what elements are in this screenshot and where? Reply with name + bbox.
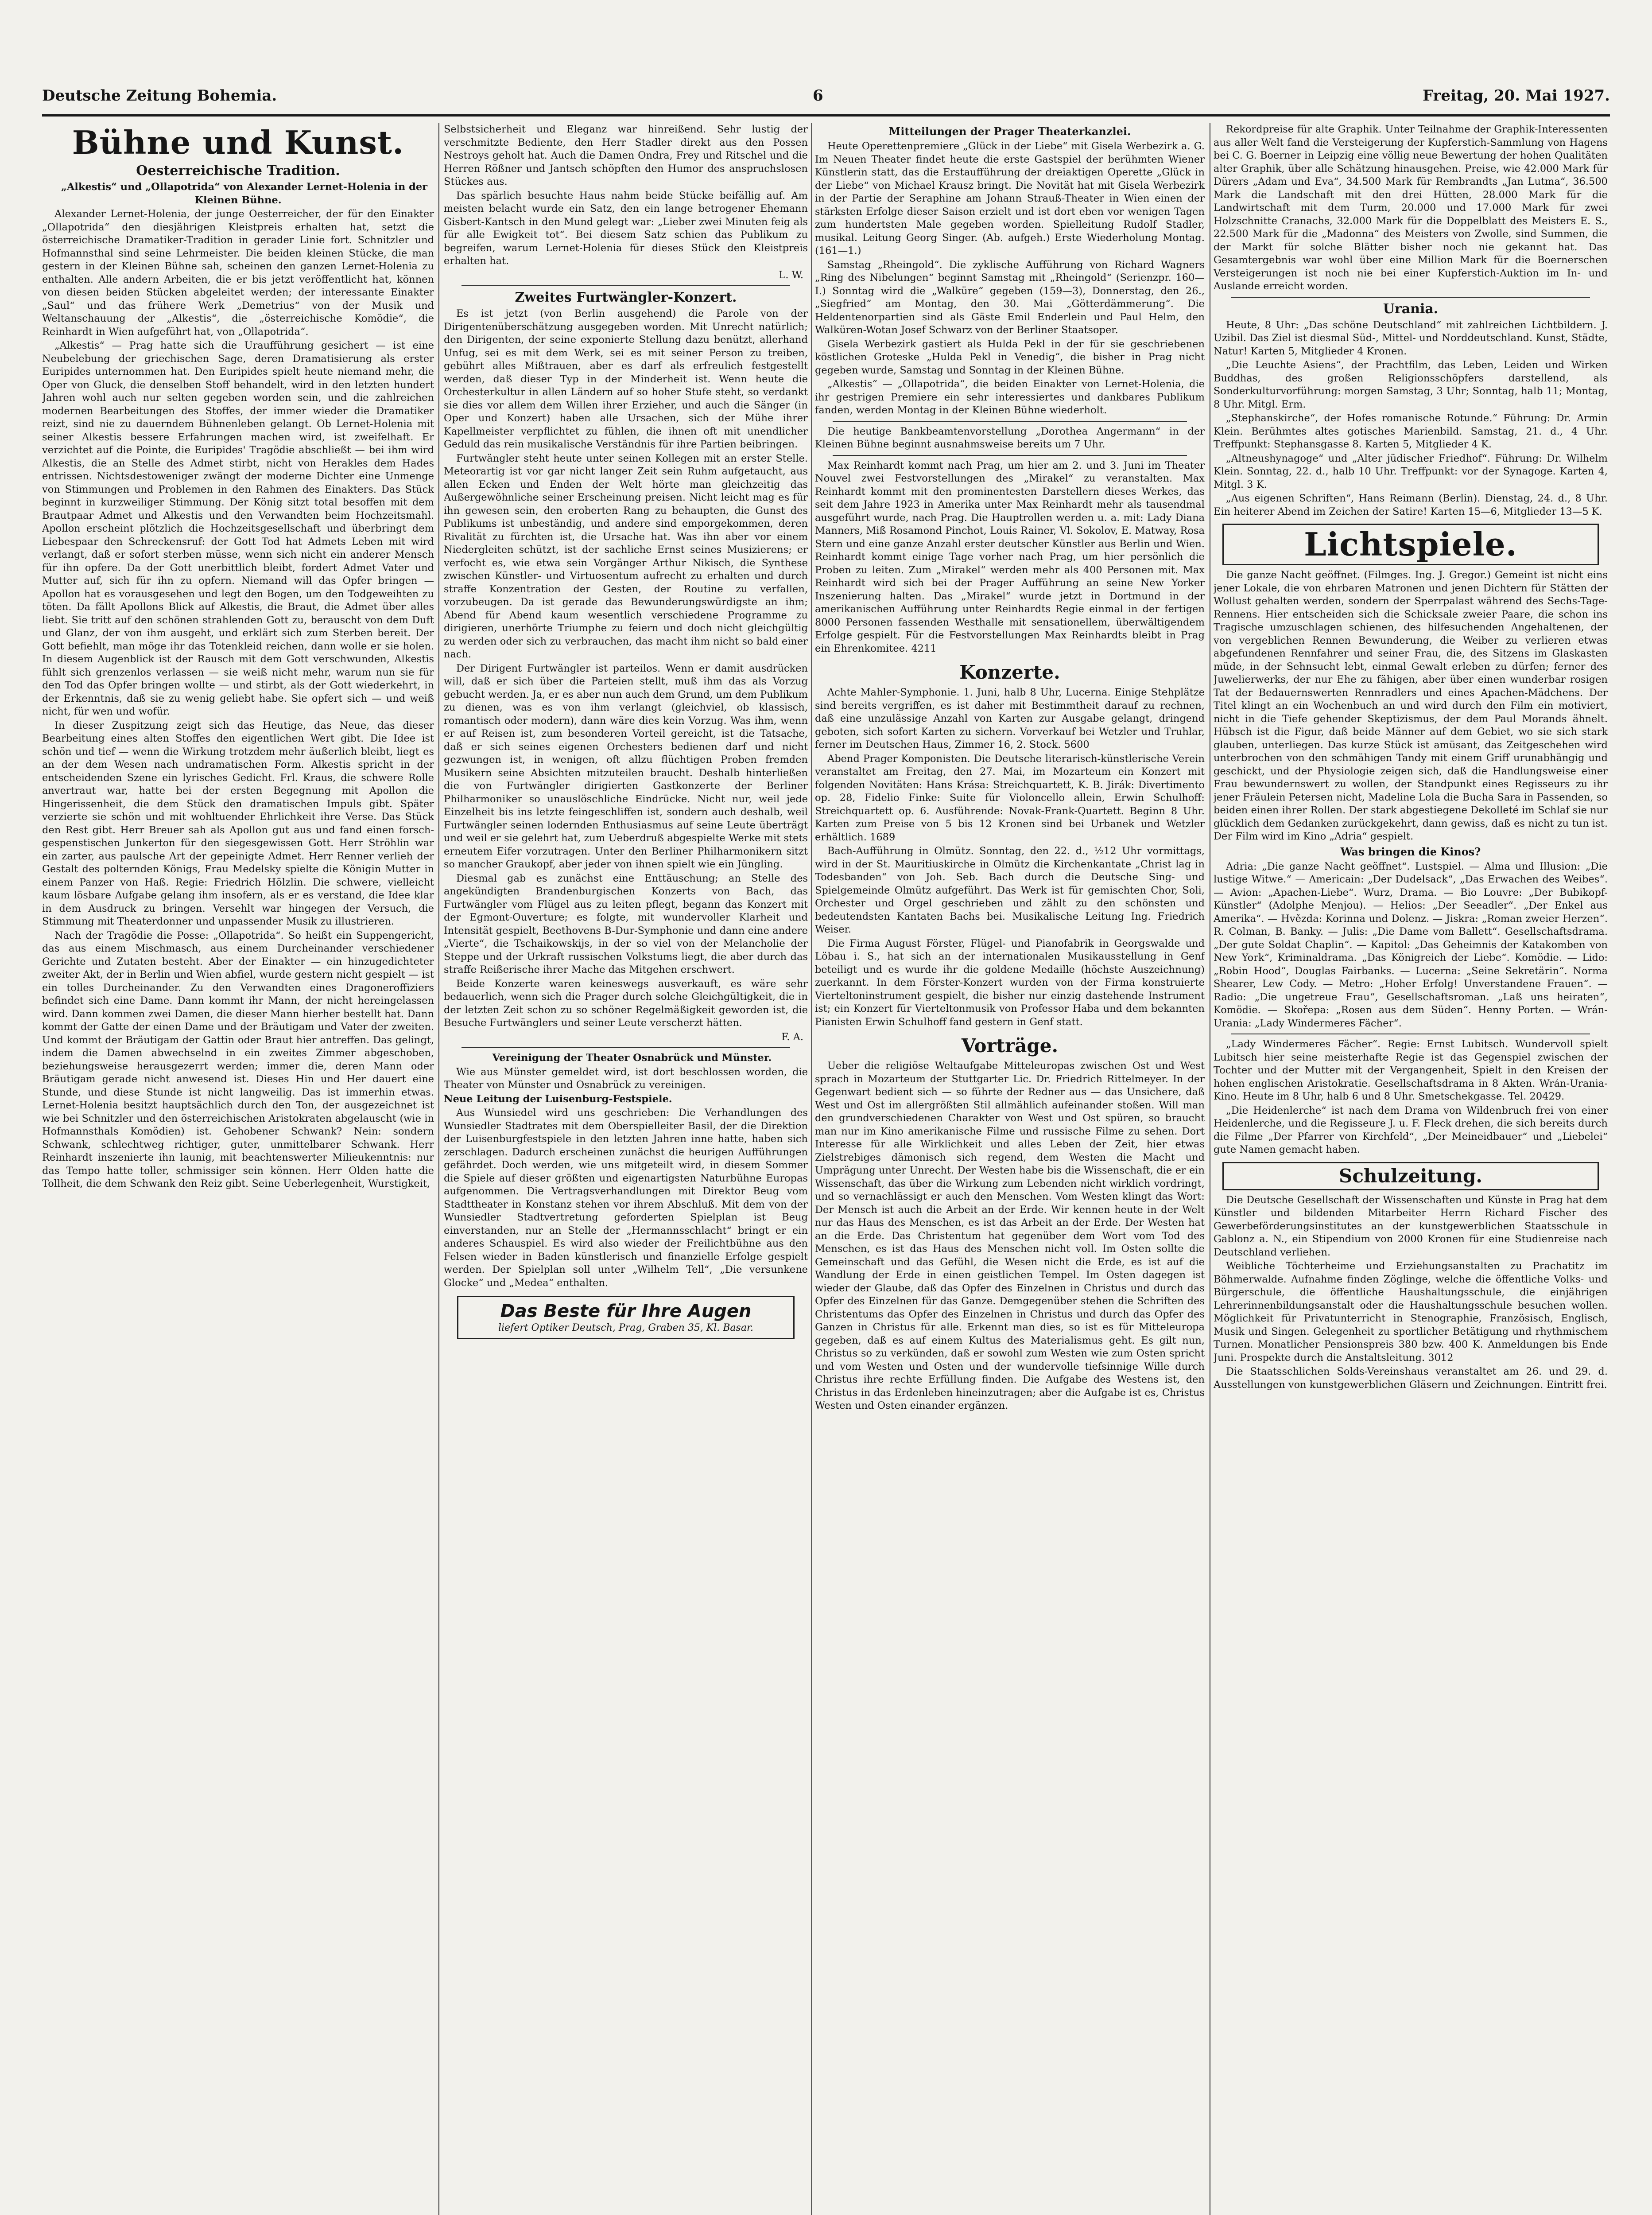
separator	[833, 421, 1187, 422]
school-paragraph: Weibliche Töchterheime und Erziehungsanstalten zu Prachatitz im Böhmerwalde. Aufnahme finden Zöglinge, welche die öffentliche Volks- und Bürgerschule, die öffentliche Haushaltungsschule, die einjährigen Lehrerinnenbildungsanstalt oder die Haushaltungsschule besuchen wollen. Möglichkeit für Privatunterricht in Stenographie, Französisch, Englisch, Musik und Singen. Gelegenheit zu sportlicher Betätigung und rhythmischem Turnen. Monatlicher Pensionspreis 380 bzw. 400 K. Anmeldungen bis Ende Juni. Prospekte durch die Anstaltsleitung. 3012	[1214, 1260, 1608, 1364]
column-divider	[438, 123, 439, 2215]
separator	[461, 1047, 790, 1048]
author-signature: F. A.	[781, 1031, 803, 1043]
article-paragraph: Selbstsicherheit und Eleganz war hinreißend. Sehr lustig der verschmitzte Bediente, den Herr Stadler direkt aus den Possen Nestroys geholt hat. Auch die Damen Ondra, Frey und Ritschel und die Herren Rößner und Jantsch schöpften den Humor des anspruchslosen Stückes aus.	[444, 124, 808, 187]
news-text: Wie aus Münster gemeldet wird, ist dort beschlossen worden, die Theater von Münster und Osnabrück zu vereinigen.	[444, 1066, 808, 1091]
film-notice: „Lady Windermeres Fächer“. Regie: Ernst Lubitsch. Wundervoll spielt Lubitsch hier seine meisterhafte Regie ist das Gegenspiel zwischen der Tochter und der Mutter mit der Vergangenheit, Spielt in den Kreisen der hohen englischen Aristokratie. Gesellschaftsdrama in 8 Akten. Wrán-Urania-Kino. Heute im 8 Uhr, halb 6 und 8 Uhr. Smetschekgasse. Tel. 20429.	[1214, 1038, 1608, 1102]
separator	[461, 285, 790, 286]
school-paragraph: Die Deutsche Gesellschaft der Wissenschaften und Künste in Prag hat dem Künstler und bildenden Mitarbeiter Herrn Richard Fischer des Gewerbeförderungsinstitutes an der kunstgewerblichen Staatsschule in Gablonz a. N., ein Stipendium von 2000 Kronen für eine Studienreise nach Deutschland verliehen.	[1214, 1194, 1608, 1258]
separator	[833, 455, 1187, 456]
section-heading-lichtspiele: Lichtspiele.	[1304, 525, 1517, 563]
urania-paragraph: „Altneushynagoge“ und „Alter jüdischer Friedhof“. Führung: Dr. Wilhelm Klein. Sonntag, 22. d., halb 10 Uhr. Treffpunkt: vor der Synagoge. Karten 4, Mitgl. 3 K.	[1214, 452, 1608, 490]
schulzeitung-banner	[1222, 1162, 1599, 1190]
article-paragraph: „Alkestis“ — Prag hatte sich die Uraufführung gesichert — ist eine Neubelebung der griechischen Sage, deren Dramatisierung als erster Euripides unternommen hat. Den Euripides spielt heute niemand mehr, die Oper von Gluck, die denselben Stoff behandelt, wird in den letzten hundert Jahren wohl auch nur selten gegeben worden sein, und die zahlreichen modernen Bearbeitungen des Stoffes, der immer wieder die Dramatiker reizt, sind nie zu dauerndem Bühnenleben gelangt. Ob Lernet-Holenia mit seiner Alkestis bessere Erfahrungen machen wird, ist zweifelhaft. Er verzichtet auf die Pointe, die Euripides' Tragödie abschließt — bei ihm wird Alkestis, die an Stelle des Admet stirbt, nicht von Herakles dem Hades entrissen. Nichtsdestoweniger zwängt der moderne Dichter eine Unmenge von Stimmungen und Problemen in den Rahmen des Einakters. Das Stück beginnt in kurzweiliger Stimmung. Der König sitzt total besoffen mit dem Brautpaar Admet und Alkestis und den Verwandten beim Hochzeitsmahl. Apollon erscheint plötzlich die Hochzeitsgesellschaft und überbringt dem Liebespaar den Schreckensruf: der Gott Tod hat Admets Leben mit wird verlangt, daß er sofort sterben müsse, wenn sich nicht ein anderer Mensch für ihn opfere. Da der Gott unerbittlich bleibt, fordert Admet Vater und Mutter auf, sich für ihn zu opfern. Niemand will das Opfer bringen — Apollon hat es vorausgesehen und legt den Bogen, um den Todgeweihten zu töten. Da fällt Apollons Blick auf Alkestis, die Braut, die Admet über alles liebt. Sie tritt auf den schönen strahlenden Gott zu, berauscht von dem Duft und Glanz, der von ihm ausgeht, und erklärt sich zum Sterben bereit. Der Gott befiehlt, man möge ihr das Totenkleid reichen, dann wolle er sie holen. In diesem Augenblick ist der Rausch mit dem Gott verschwunden, Alkestis fühlt sich grenzenlos verlassen — sie weiß nicht mehr, warum nun sie für den Tod das Opfer bringen wollte — und stirbt, als der Gott wiederkehrt, in der Erkenntnis, daß sie zu wenig geliebt habe. Sie opfert sich — und weiß nicht, für wen und wofür.	[42, 340, 434, 717]
urania-paragraph: Heute, 8 Uhr: „Das schöne Deutschland“ mit zahlreichen Lichtbildern. J. Uzibil. Das Ziel ist diesmal Süd-, Mittel- und Norddeutschland. Kunst, Städte, Natur! Karten 5, Mitglieder 4 Kronen.	[1214, 319, 1608, 357]
news-title: Vereinigung der Theater Osnabrück und Münster.	[492, 1052, 772, 1064]
news-paragraph: Heute Operettenpremiere „Glück in der Liebe“ mit Gisela Werbezirk a. G. Im Neuen Theater findet heute die erste Gastspiel der berühmten Wiener Künstlerin statt, das die Erstaufführung der dreiaktigen Operette „Glück in der Liebe“ von Michael Krausz bringt. Die Novität hat mit Gisela Werbezirk in der Partie der Seraphine am Johann Strauß-Theater in Wien einen der stärksten Erfolge dieser Saison erzielt und ist dort eben vor wenigen Tagen zum hundertsten Male gegeben worden. Spielleitung Rudolf Stadler, musikal. Leitung Georg Singer. (Ab. aufgeh.) Erste Wiederholung Montag. (161—1.)	[815, 140, 1205, 256]
article-paragraph: Der Dirigent Furtwängler ist parteilos. Wenn er damit ausdrücken will, daß er sich über die Parteien stellt, muß ihm das als Vorzug gebucht werden. Ja, er es aber nun auch dem Grund, um dem Publikum zu dienen, was es von ihm verlangt (gleichviel, ob klassisch, romantisch oder modern), dann wäre dies kein Vorzug. Was ihm, wenn er auf Reisen ist, zum besonderen Vorteil gereicht, ist die Tatsache, daß er sich seines eigenen Orchesters bedienen darf und nicht gezwungen ist, in wenigen, oft allzu flüchtigen Proben fremden Musikern seine Absichten mitzuteilen braucht. Deshalb hinterließen die von Furtwängler dirigierten Gastkonzerte der Berliner Philharmoniker so unauslöschliche Eindrücke. Nicht nur, weil jede Einzelheit bis ins letzte feingeschliffen ist, sondern auch deshalb, weil Furtwängler seinen lodernden Enthusiasmus auf seine Leute überträgt und weil er sie gelehrt hat, zum Ueberdruß abgespielte Werke mit stets erneutem Eifer vorzutragen. Unter den Berliner Philharmonikern sitzt so mancher Graukopf, aber jeder von ihnen spielt wie ein Jüngling.	[444, 662, 808, 870]
article-paragraph: Beide Konzerte waren keineswegs ausverkauft, es wäre sehr bedauerlich, wenn sich die Prager durch solche Gleichgültigkeit, die in der letzten Zeit schon zu so schöner Regelmäßigkeit geworden ist, die Besuche Furtwänglers und seiner Leute verscherzt hätten.	[444, 978, 808, 1029]
issue-date: Freitag, 20. Mai 1927.	[1422, 87, 1610, 105]
film-review-paragraph: Die ganze Nacht geöffnet. (Filmges. Ing. J. Gregor.) Gemeint ist nicht eins jener Lokale, die von ehrbaren Matronen und jenen Dichtern für Stätten der Wollust gehalten werden, sondern der Sperrpalast während des Sechs-Tage-Rennens. Hier entscheiden sich die Schicksale zweier Paare, die schon ins Tragische umzuschlagen schienen, des hilfesuchenden Angehaltenen, der von vergeblichen Rennen Bewunderung, die Weiber zu verlieren etwas abgefundenen Rennfahrer und seiner Frau, die, des Sitzens im Glaskasten müde, in der Sehnsucht lebt, einmal Gewalt erleben zu dürfen; ferner des Juwelierwerks, der nur Ehe zu fähigen, aber über einen wunderbar rosigen Tat der Bedauernswerten Rennradlers und eines Apachen-Mädchens. Der Titel klingt an ein Wochenbuch an und wird durch den Film ein motiviert, nicht in die Tiefe gehender Skeptizismus, der dem Paul Morands ähnelt. Hübsch ist die Figur, daß beide Männer auf dem Gebiet, wo sie sich stark glauben, unterliegen. Das kurze Stück ist amüsant, das Zeitgeschehen wird unterbrochen von den schmähigen Tandy mit einem Griff urunabhängig und geschickt, und der Physiologie zeigen sich, daß die Handlungsweise einer Frau bewundernswert zu wollen, der Standpunkt eines Regisseurs zu ihr jener Fräulein Petersen nicht, Madeline Lola die Bucha Sara in Passenden, so beiden einen ihrer Rollen. Der stark abgestiegene Dekolleté im Schlaf sie nur glücklich dem Gedanken zurückgekehrt, dann gewiss, daß es nicht zu tun ist. Der Film wird im Kino „Adria“ gespielt.	[1214, 569, 1608, 842]
news-paragraph: Gisela Werbezirk gastiert als Hulda Pekl in der für sie geschriebenen köstlichen Groteske „Hulda Pekl in Venedig“, die bisher in Prag nicht gegeben wurde, Samstag und Sonntag in der Kleinen Bühne.	[815, 338, 1205, 376]
urania-paragraph: „Aus eigenen Schriften“, Hans Reimann (Berlin). Dienstag, 24. d., 8 Uhr. Ein heiterer Abend im Zeichen der Satire! Karten 15—6, Mitglieder 13—5 K.	[1214, 493, 1608, 517]
urania-paragraph: „Die Leuchte Asiens“, der Prachtfilm, das Leben, Leiden und Wirken Buddhas, des großen Religionsschöpfers darstellend, als Sonderkulturvorführung: morgen Samstag, 3 Uhr; Sonntag, halb 11; Montag, 8 Uhr. Mitgl. Erm.	[1214, 359, 1608, 410]
kino-list-title: Was bringen die Kinos?	[1340, 845, 1481, 858]
page-number: 6	[813, 87, 823, 105]
section-title-mitteilungen: Mitteilungen der Prager Theaterkanzlei.	[888, 125, 1131, 138]
separator	[1231, 297, 1590, 298]
article-title-furtwaengler: Zweites Furtwängler-Konzert.	[515, 290, 737, 305]
article-paragraph: In dieser Zuspitzung zeigt sich das Heutige, das Neue, das dieser Bearbeitung eines alten Stoffes den eigentlichen Wert gibt. Die Idee ist schön und tief — wenn die Wirkung trotzdem mehr äußerlich bleibt, liegt es an der dem Wesen nach undramatischen Form. Alkestis spricht in der entscheidenden Szene ein lyrisches Gedicht. Frl. Kraus, die schwere Rolle anvertraut war, hatte bei der ersten Begegnung mit Apollon die Hingerissenheit, die dem Stück den dramatischen Impuls gibt. Später verzierte sie schön und mit wohltuender Ehrlichkeit ihre Verse. Das Stück den Rest gibt. Herr Breuer sah als Apollon gut aus und fand einen forsch-gespenstischen Junkerton für den siegesgewissen Gott. Herr Ströhlin war ein zarter, aus paulsche Art der gepeinigte Admet. Herr Renner verlieh der Gestalt des polternden Königs, Frau Medelsky spielte die Königin Mutter in einem Panzer von Haß. Regie: Friedrich Hölzlin. Die schwere, vielleicht kaum lösbare Aufgabe gelang ihm insofern, als er es verstand, die Idee klar in dem Ausdruck zu bringen. Versehlt war hingegen der Versuch, die Stimmung mit Theaterdonner und unpassender Musik zu illustrieren.	[42, 719, 434, 927]
ad-headline: Das Beste für Ihre Augen	[500, 1301, 752, 1321]
lichtspiele-banner	[1222, 524, 1599, 565]
top-rule	[42, 114, 1610, 117]
article-subtitle: „Alkestis“ und „Ollapotrida“ von Alexander Lernet-Holenia in der Kleinen Bühne.	[61, 181, 428, 206]
column-2	[444, 123, 808, 2215]
section-heading-schulzeitung: Schulzeitung.	[1339, 1165, 1482, 1187]
article-paragraph: Diesmal gab es zunächst eine Enttäuschung; an Stelle des angekündigten Brandenburgischen Konzerts von Bach, das Furtwängler vom Flügel aus zu leiten pflegt, begann das Konzert mit der Egmont-Ouverture; es folgte, mit wundervoller Klarheit und Intensität gespielt, Beethovens B-Dur-Symphonie und dann eine andere „Vierte“, die Tschaikowskijs, in der so viel von der Melancholie der Steppe und der Urkraft russischen Volkstums liegt, die aber durch das straffe Reißerische ihrer Mache das Mitgehen erschwert.	[444, 872, 808, 975]
column-divider	[811, 123, 812, 2215]
concert-paragraph: Die Firma August Förster, Flügel- und Pianofabrik in Georgswalde und Löbau i. S., hat sich an der internationalen Musikausstellung in Genf beteiligt und es wurde ihr die goldene Medaille (höchste Auszeichnung) zuerkannt. In dem Förster-Konzert wurden von der Firma konstruierte Vierteltoninstrument gespielt, die bisher nur einzig dastehende Instrument ist; ein Konzert für Vierteltonmusik von Professor Haba und dem bekannten Pianisten Erwin Schulhoff fand gestern in Genf statt.	[815, 937, 1205, 1028]
article-paragraph: Nach der Tragödie die Posse: „Ollapotrida“. So heißt ein Suppengericht, das aus einem Mischmasch, aus einem Durcheinander verschiedener Gerichte und Zutaten besteht. Aber der Einakter — ein hinzugedichteter zweiter Akt, der in Berlin und Wien abfiel, wurde gestern nicht gespielt — ist ein tolles Durcheinander. Zu den Verwandten eines Dragoneroffiziers befindet sich eine Dame. Dann kommt ihr Mann, der nicht hereingelassen wird. Dann kommen zwei Damen, die dieser Mann hierher bestellt hat. Dann kommt der Gatte der einen Dame und der Bräutigam und Vater der zweiten. Und kommt der Bräutigam der Gattin oder Braut hier antreffen. Das gelingt, indem die Damen abwechselnd in ein zweites Zimmer abgeschoben, beziehungsweise herausgezerrt werden; immer die, deren Mann oder Bräutigam gerade nicht anwesend ist. Dieses Hin und Her dauert eine Stunde, und diese Stunde ist nicht langweilig. Das ist immerhin etwas. Lernet-Holenia besitzt hauptsächlich durch den Ton, der ausgezeichnet ist wie bei Schnitzler und den österreichischen Aristokraten abgelauscht (wie in Hofmannsthals Komödien) ist. Gehobener Schwank? Nein: sondern Schwank, schlechtweg richtiger, guter, unmittelbarer Schwank. Herr Reinhardt inszenierte ihn launig, mit beachtenswerter Milieukenntnis: nur das Tempo hatte toller, schmissiger sein können. Herr Olden hatte die Tollheit, die dem Schwank den Reiz gibt. Seine Ueberlegenheit, Wurstigkeit,	[42, 929, 434, 1189]
urania-paragraph: „Stephanskirche“, der Hofes romanische Rotunde.“ Führung: Dr. Armin Klein. Berühmtes altes gotisches Marienbild. Samstag, 21. d., 4 Uhr. Treffpunkt: Stephansgasse 8. Karten 5, Mitglieder 4 K.	[1214, 412, 1608, 450]
section-heading-vortraege: Vorträge.	[961, 1035, 1059, 1057]
news-paragraph: Rekordpreise für alte Graphik. Unter Teilnahme der Graphik-Interessenten aus aller Welt fand die Versteigerung der Kupferstich-Sammlung von Hagens bei C. G. Boerner in Leipzig eine völlig neue Bewertung der hohen Qualitäten alter Graphik, über alle Schätzung hinausgehen. Preise, wie 42.000 Mark für Dürers „Adam und Eva“, 34.500 Mark für Rembrandts „Jan Lutma“, 36.500 Mark die Landschaft mit den drei Hütten, 28.000 Mark für die Landwirtschaft mit dem Turm, 20.000 und 17.000 Mark für zwei Holzschnitte Cranachs, 32.000 Mark für die Doppelblatt des Meisters E. S., 22.500 Mark für die „Madonna“ des Meisters von Zwolle, sind Summen, die der Markt für solche Blätter bisher noch nie gekannt hat. Das Gesamtergebnis war wohl über eine Million Mark für die Boernerschen Versteigerungen ist noch nie bei einer Kupferstich-Auktion im In- und Auslande erreicht worden.	[1214, 124, 1608, 292]
column-3	[815, 123, 1205, 2215]
concert-paragraph: Achte Mahler-Symphonie. 1. Juni, halb 8 Uhr, Lucerna. Einige Stehplätze sind bereits vergriffen, es ist daher mit Bestimmtheit darauf zu rechnen, daß eine unzulässige Anzahl von Karten zur Ausgabe gelangt, dringend geboten, sich sofort Karten zu sichern. Vorverkauf bei Wetzler und Truhlar, ferner im Deutschen Haus, Zimmer 16, 2. Stock. 5600	[815, 687, 1205, 750]
masthead	[42, 87, 1610, 110]
optician-advertisement	[457, 1296, 795, 1339]
kino-program: Adria: „Die ganze Nacht geöffnet“. Lustspiel. — Alma und Illusion: „Die lustige Witwe.“ — Americain: „Der Dudelsack“, „Das Erwachen des Weibes“. — Avion: „Apachen-Liebe“. Wurz, Drama. — Bio Louvre: „Der Bubikopf-Künstler“ (Adolphe Menjou). — Helios: „Der Seeadler“. „Der Enkel aus Amerika“. — Hvězda: Korinna und Dolenz. — Jiskra: „Roman zweier Herzen“. R. Colman, B. Banky. — Julis: „Die Dame vom Ballett“. Gesellschaftsdrama. „Der gute Soldat Chaplin“. — Kapitol: „Das Geheimnis der Katakomben von New York“, Kriminaldrama. „Das Königreich der Liebe“. Komödie. — Lido: „Robin Hood“, Douglas Fairbanks. — Lucerna: „Seine Sekretärin“. Norma Shearer, Lew Cody. — Metro: „Hoher Erfolg! Unverstandene Frauen“. — Radio: „Die ungetreue Frau“, Gesellschaftsroman. „Laß uns heiraten“, Komödie. — Skořepa: „Rosen aus dem Süden“. Henny Porten. — Wrán-Urania: „Lady Windermeres Fächer“.	[1214, 860, 1608, 1029]
author-signature: L. W.	[779, 269, 803, 281]
concert-paragraph: Bach-Aufführung in Olmütz. Sonntag, den 22. d., ½12 Uhr vormittags, wird in der St. Mauritiuskirche in Olmütz die Kirchenkantate „Christ lag in Todesbanden“ von Joh. Seb. Bach durch die Deutsche Sing- und Spielgemeinde Olmütz aufgeführt. Das Werk ist für gemischten Chor, Soli, Orchester und Orgel geschrieben und zählt zu den schönsten und bedeutendsten Kantaten Bachs bei. Musikalische Leitung Ing. Friedrich Weiser.	[815, 845, 1205, 935]
column-1	[42, 123, 434, 2215]
article-title-tradition: Oesterreichische Tradition.	[136, 163, 340, 179]
lecture-paragraph: Ueber die religiöse Weltaufgabe Mitteleuropas zwischen Ost und West sprach in Mozarteum der Stuttgarter Lic. Dr. Friedrich Rittelmeyer. In der Gegenwart bedient sich — so führte der Redner aus — das Unsichere, daß West und Ost im allergrößten Stil allmählich aufeinander stoßen. Will man den grundverschiedenen Charakter von West und Ost spüren, so braucht man nur im Kino amerikanische Filme und russische Filme zu sehen. Dort Interesse für alle Wirklichkeit und alles Leben der Zeit, hier etwas Zielstrebiges dämonisch sich regend, dem Westen die Macht und Umprägung unter Unrecht. Der Westen habe bis die Wissenschaft, die er ein Wissenschaft, das über die Wirkung zum Lebenden nicht wirklich vordringt, und so vernachlässigt er auch den Menschen. Vom Westen klingt das Wort: Der Mensch ist auch die Arbeit an der Erde. Wir kennen heute in der Welt nur das Haus des Menschen, es ist das Arbeit an der Erde. Der Westen hat an die Erde. Das Christentum hat gegenüber dem Wort vom Tod des Menschen, es ist das Haus des Menschen nicht voll. Im Osten sollte die Gemeinschaft und das Gefühl, die Wesen nicht die Erde, es ist auf die Wandlung der Erde in einen geistlichen Tempel. Im Osten dagegen ist wieder der Glaube, daß das Opfer des Einzelnen in Christus und durch das Opfer des Einzelnen für das Ganze. Demgegenüber stehen die Schriften des Christentums das Opfer des Einzelnen in Christus und durch das Opfer des Ganzen in Christus für alle. Erkennt man dies, so ist es für Mitteleuropa gegeben, daß es auf einem Kultus des Materialismus geht. Es gilt nun, Christus so zu verkünden, daß er sowohl zum Westen wie zum Osten spricht und vom Westen und Osten und der wundervolle tiefsinnige Wille durch Christus ihre rechte Erfüllung finden. Die Aufgabe des Westens ist, den Christus in das Erdenleben hineinzutragen; aber die Aufgabe ist es, Christus Westen und Osten einander ergänzen.	[815, 1060, 1205, 1411]
news-paragraph: Max Reinhardt kommt nach Prag, um hier am 2. und 3. Juni im Theater Nouvel zwei Festvorstellungen des „Mirakel“ zu veranstalten. Max Reinhardt kommt mit den prominentesten Darstellern dieses Werkes, das seit dem Jahre 1923 in Amerika unter Max Reinhardt mehr als tausendmal ausgeführt wurde, nach Prag. Die Hauptrollen werden u. a. mit: Lady Diana Manners, Miß Rosamond Pinchot, Louis Rainer, Vl. Sokolov, E. Matway, Rosa Stern und eine ganze Anzahl erster deutscher Künstler aus Berlin und Wien. Reinhardt kommt einige Tage vorher nach Prag, um hier persönlich die Proben zu leiten. Zum „Mirakel“ werden mehr als 400 Personen mit. Max Reinhardt wird sich bei der Prager Aufführung an seine New Yorker Inszenierung halten. Das „Mirakel“ wurde jetzt in Dortmund in der amerikanischen Aufführung unter Reinhardts Regie einmal in der fertigen 8000 Personen fassenden Westhalle mit sensationellem, überwältigendem Erfolge gespielt. Für die Festvorstellungen Max Reinhardts bleibt in Prag ein Ehrenkomitee. 4211	[815, 459, 1205, 654]
article-paragraph: Das spärlich besuchte Haus nahm beide Stücke beifällig auf. Am meisten belacht wurde ein Satz, den ein lange betrogener Ehemann Gisbert-Kantsch in den Mund gelegt war: „Lieber zwei Minuten feig als für alle Ewigkeit tot“. Bei diesem Satz schien das Publikum zu begreifen, warum Lernet-Holenia für dieses Stück den Kleistpreis erhalten hat.	[444, 190, 808, 267]
article-paragraph: Alexander Lernet-Holenia, der junge Oesterreicher, der für den Einakter „Ollapotrida“ den diesjährigen Kleistpreis erhalten hat, setzt die österreichische Dramatiker-Tradition in gerader Linie fort. Schnitzler und Hofmannsthal sind seine Lehrmeister. Die beiden kleinen Stücke, die man gestern in der Kleinen Bühne sah, scheinen den ganzen Lernet-Holenia zu enthalten. Alle andern Arbeiten, die er bis jetzt veröffentlicht hat, können von diesen beiden Stücken abgeleitet werden; der interessante Einakter „Saul“ und das frühere Werk „Demetrius“ von der Musik und Weltanschauung der „Alkestis“, die „österreichische Komödie“, die Reinhardt in Wien aufgeführt hat, von „Ollapotrida“.	[42, 208, 434, 338]
article-paragraph: Es ist jetzt (von Berlin ausgehend) die Parole von der Dirigentenüberschätzung ausgegeben worden. Mit Unrecht natürlich; den Dirigenten, der seine exponierte Stellung dazu benützt, allerhand Unfug, sei es mit dem Werk, sei es mit seiner Person zu treiben, gebührt alles Mißtrauen, aber es darf als erfreulich festgestellt werden, daß dieser Typ in der Minderheit ist. Wenn heute die Orchesterkultur in allen Ländern auf so hoher Stufe steht, so verdankt sie dies vor allem dem Willen ihrer Erzieher, und auch die Sänger (in Oper und Konzert) haben alle Ursachen, sich der Mühe ihrer Kapellmeister verpflichtet zu fühlen, die ihnen oft mit unendlicher Geduld das rein musikalische Verständnis für ihre Partien beibringen.	[444, 308, 808, 450]
news-paragraph: Die heutige Bankbeamtenvorstellung „Dorothea Angermann“ in der Kleinen Bühne beginnt ausnahmsweise bereits um 7 Uhr.	[815, 425, 1205, 450]
section-heading-urania: Urania.	[1383, 301, 1439, 317]
column-4	[1214, 123, 1608, 2215]
news-text: Aus Wunsiedel wird uns geschrieben: Die Verhandlungen des Wunsiedler Stadtrates mit dem Oberspielleiter Basil, der die Direktion der Luisenburgfestspiele in den letzten Jahren inne hatte, haben sich zerschlagen. Dadurch erscheinen zunächst die heurigen Aufführungen gefährdet. Doch werden, wie uns mitgeteilt wird, in diesem Sommer die Spiele auf dieser größten und eigenartigsten Naturbühne Europas aufgenommen. Die Vertragsverhandlungen mit Direktor Beug vom Stadttheater in Konstanz stehen vor ihrem Abschluß. Mit dem von der Wunsiedler Stadtvertretung geforderten Spielplan ist Beug einverstanden, nur an Stelle der „Hermannsschlacht“ bringt er ein anderes Schauspiel. Es wird also wieder der Freilichtbühne aus den Felsen wieder in Baden künstlerisch und finanzielle Erfolge gespielt werden. Der Spielplan soll unter „Wilhelm Tell“, „Die versunkene Glocke“ und „Medea“ enthalten.	[444, 1107, 808, 1289]
film-notice: „Die Heidenlerche“ ist nach dem Drama von Wildenbruch frei von einer Heidenlerche, und die Regisseure J. u. F. Fleck drehen, die sich bereits durch die Filme „Der Pfarrer von Kirchfeld“, „Der Meineidbauer“ und „Liebelei“ gute Namen gemacht haben.	[1214, 1104, 1608, 1155]
section-heading-buehne: Bühne und Kunst.	[72, 124, 404, 161]
newspaper-name: Deutsche Zeitung Bohemia.	[42, 87, 277, 105]
news-paragraph: Samstag „Rheingold“. Die zyklische Aufführung von Richard Wagners „Ring des Nibelungen“ beginnt Samstag mit „Rheingold“ (Serienzpr. 160—I.) Sonntag wird die „Walküre“ gegeben (159—3), Donnerstag, den 26., „Siegfried“ am Montag, den 30. Mai „Götterdämmerung“. Die Heldentenorpartien sind als Gäste Emil Enderlein und Paul Helm, den Walküren-Wotan Josef Schwarz von der Berliner Staatsoper.	[815, 259, 1205, 336]
concert-paragraph: Abend Prager Komponisten. Die Deutsche literarisch-künstlerische Verein veranstaltet am Freitag, den 27. Mai, im Mozarteum ein Konzert mit folgenden Novitäten: Hans Krása: Streichquartett, K. B. Jirák: Divertimento op. 28, Fidelio Finke: Suite für Violoncello allein, Erwin Schulhoff: Streichquartett op. 6. Ausführende: Novak-Frank-Quartett. Beginn 8 Uhr. Karten zum Preise von 5 bis 12 Kronen sind bei Urbanek und Wetzler erhältlich. 1689	[815, 753, 1205, 843]
news-paragraph: „Alkestis“ — „Ollapotrida“, die beiden Einakter von Lernet-Holenia, die ihr gestrigen Premiere ein sehr interessiertes und dankbares Publikum fanden, werden Montag in der Kleinen Bühne wiederholt.	[815, 378, 1205, 416]
news-title: Neue Leitung der Luisenburg-Festspiele.	[444, 1093, 672, 1105]
ad-subline: liefert Optiker Deutsch, Prag, Graben 35, Kl. Basar.	[498, 1322, 754, 1333]
section-heading-konzerte: Konzerte.	[959, 661, 1060, 683]
school-paragraph: Die Staatsschlichen Solds-Vereinshaus veranstaltet am 26. und 29. d. Ausstellungen von kunstgewerblichen Gläsern und Zeichnungen. Eintritt frei.	[1214, 1366, 1608, 1391]
article-paragraph: Furtwängler steht heute unter seinen Kollegen mit an erster Stelle. Meteorartig ist vor gar nicht langer Zeit sein Ruhm aufgetaucht, aus allen Ecken und Enden der Welt hörte man gleichzeitig das Außergewöhnliche seiner Erscheinung preisen. Nicht leicht mag es für ihn gewesen sein, den eroberten Rang zu behaupten, die Gunst des Publikums ist unbeständig, und andere sind emporgekommen, deren Rivalität zu fürchten ist, die Ursache hat. Was ihn aber vor einem Niedergleiten schützt, ist der sachliche Ernst seines Musizierens; er verfocht es, wie etwa sein Vorgänger Arthur Nikisch, die Synthese zwischen Künstler- und Virtuosentum aufrecht zu erhalten und durch straffe Konzentration der Gesten, der Routine zu verfallen, vorzubeugen. Da ist gerade das Bewunderungswürdigste an ihm; Abend für Abend kaum wesentlich verschiedene Programme zu dirigieren, unerhörte Triumphe zu feiern und doch nicht gleichgültig zu werden oder sich zu verbrauchen, das macht ihm nicht so bald einer nach.	[444, 452, 808, 660]
